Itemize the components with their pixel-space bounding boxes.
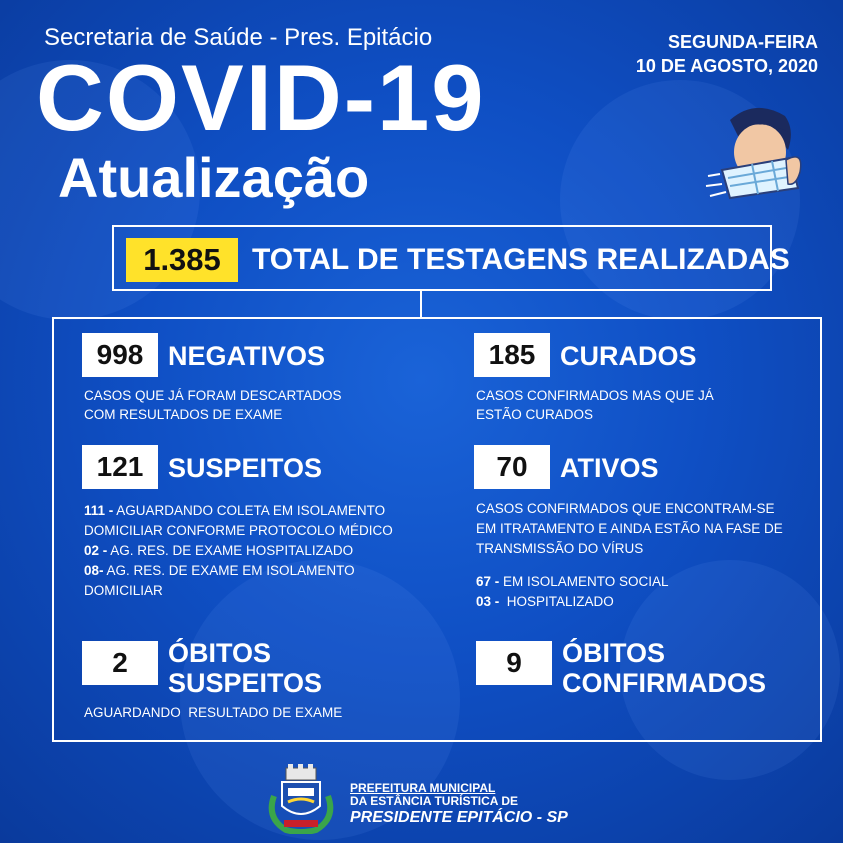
page-subtitle: Atualização: [58, 146, 370, 209]
logo-text-line3: PRESIDENTE EPITÁCIO - SP: [350, 809, 568, 826]
curados-value: 185: [474, 333, 550, 377]
ativos-label: ATIVOS: [560, 453, 659, 483]
page-title: COVID-19: [36, 45, 486, 150]
negativos-value: 998: [82, 333, 158, 377]
obitos-suspeitos-label: ÓBITOS SUSPEITOS: [168, 638, 323, 698]
secretaria-heading: Secretaria de Saúde - Pres. Epitácio: [44, 24, 433, 51]
negativos-description: CASOS QUE JÁ FORAM DESCARTADOS COM RESULTADOS DE EXAME: [84, 388, 342, 422]
coat-of-arms-logo: [264, 760, 338, 834]
connector-line: [420, 291, 422, 317]
total-tests-box: [112, 225, 790, 291]
date-block: [636, 30, 818, 78]
suspeitos-description: 111 - AGUARDANDO COLETA EM ISOLAMENTO DOMICILIAR CONFORME PROTOCOLO MÉDICO 02 - AG. RES. DE EXAME HOSPITALIZADO 08- AG. RES. DE EXAME EM ISOLAMENTO DOMICILIAR: [84, 503, 393, 598]
obitos-confirmados-label: ÓBITOS CONFIRMADOS: [562, 638, 766, 698]
logo-text-line2: DA ESTÂNCIA TURÍSTICA DE: [350, 794, 518, 808]
negativos-label: NEGATIVOS: [168, 341, 326, 371]
curados-label: CURADOS: [560, 341, 697, 371]
logo-text-line1: PREFEITURA MUNICIPAL: [350, 781, 496, 795]
obitos-suspeitos-description: AGUARDANDO RESULTADO DE EXAME: [84, 705, 343, 720]
date: 10 DE AGOSTO, 2020: [635, 56, 818, 76]
curados-description: CASOS CONFIRMADOS MAS QUE JÁ ESTÃO CURADOS: [476, 388, 714, 422]
weekday: SEGUNDA-FEIRA: [667, 32, 818, 52]
obitos-confirmados-value: 9: [476, 641, 552, 685]
ativos-description: CASOS CONFIRMADOS QUE ENCONTRAM-SE EM ITRATAMENTO E AINDA ESTÃO NA FASE DE TRANSMISSÃO DO VÍRUS: [476, 501, 783, 556]
suspeitos-value: 121: [82, 445, 158, 489]
ativos-value: 70: [474, 445, 550, 489]
obitos-suspeitos-value: 2: [82, 641, 158, 685]
total-tests-label: TOTAL DE TESTAGENS REALIZADAS: [252, 243, 790, 276]
suspeitos-label: SUSPEITOS: [168, 453, 323, 483]
person-with-mask-icon: [700, 100, 810, 210]
ativos-breakdown: 67 - EM ISOLAMENTO SOCIAL 03 - HOSPITALIZADO: [476, 574, 669, 609]
total-tests-value: 1.385: [126, 238, 238, 282]
